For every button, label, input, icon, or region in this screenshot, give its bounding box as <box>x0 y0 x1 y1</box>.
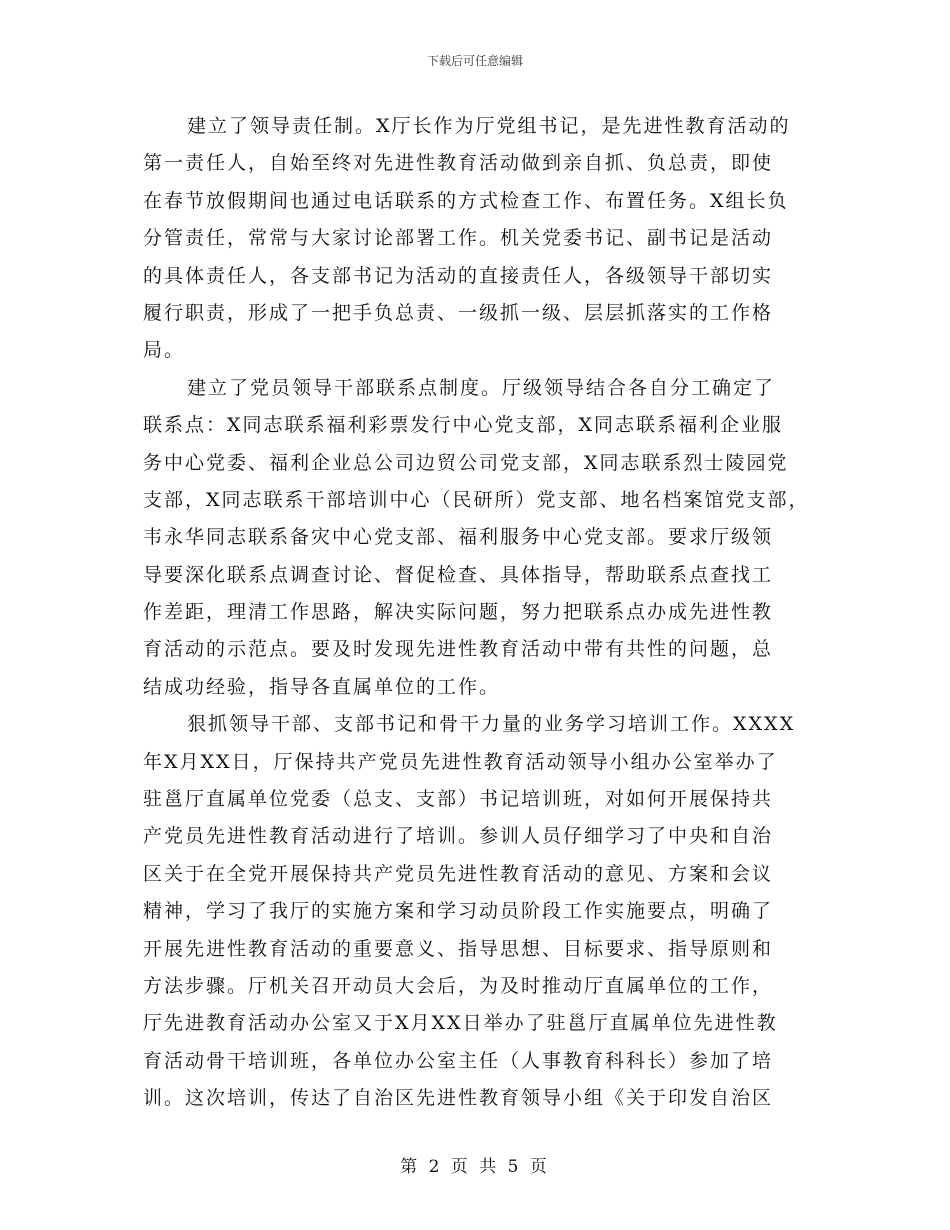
page-number: 第 2 页 共 5 页 <box>400 1157 550 1177</box>
paragraph-line: 方法步骤。厅机关召开动员大会后，为及时推动厅直属单位的工作， <box>143 974 774 997</box>
paragraph-line: 作差距，理清工作思路，解决实际问题，努力把联系点办成先进性教 <box>143 601 774 624</box>
paragraph-line: 厅先进教育活动办公室又于X月XX日举办了驻邕厅直属单位先进性教 <box>143 1012 778 1035</box>
paragraph-line: 第一责任人，自始至终对先进性教育活动做到亲自抓、负总责，即使 <box>143 152 774 175</box>
paragraph-line: 狠抓领导干部、支部书记和骨干力量的业务学习培训工作。XXXX <box>187 713 796 736</box>
paragraph-line: 开展先进性教育活动的重要意义、指导思想、目标要求、指导原则和 <box>143 937 774 960</box>
paragraph-line: 导要深化联系点调查讨论、督促检查、具体指导，帮助联系点查找工 <box>143 563 774 586</box>
paragraph-line: 务中心党委、福利企业总公司边贸公司党支部，X同志联系烈士陵园党 <box>143 451 789 474</box>
paragraph-line: 联系点：X同志联系福利彩票发行中心党支部，X同志联系福利企业服 <box>143 414 784 437</box>
page-header-note: 下载后可任意编辑 <box>426 54 523 68</box>
paragraph-line: 区关于在全党开展保持共产党员先进性教育活动的意见、方案和会议 <box>143 862 774 885</box>
paragraph-line: 驻邕厅直属单位党委（总支、支部）书记培训班，对如何开展保持共 <box>143 788 774 811</box>
paragraph-line: 履行职责，形成了一把手负总责、一级抓一级、层层抓落实的工作格 <box>143 301 774 324</box>
document-body <box>143 108 810 1118</box>
paragraph-line: 建立了领导责任制。X厅长作为厅党组书记，是先进性教育活动的 <box>187 115 791 137</box>
paragraph-line: 结成功经验，指导各直属单位的工作。 <box>143 675 501 698</box>
paragraph-line: 年X月XX日，厅保持共产党员先进性教育活动领导小组办公室举办了 <box>143 750 778 773</box>
paragraph-line: 的具体责任人，各支部书记为活动的直接责任人，各级领导干部切实 <box>143 264 774 287</box>
paragraph-line: 训。这次培训，传达了自治区先进性教育领导小组《关于印发自治区 <box>143 1087 774 1110</box>
paragraph-line: 精神，学习了我厅的实施方案和学习动员阶段工作实施要点，明确了 <box>143 900 774 923</box>
paragraph-line: 育活动的示范点。要及时发现先进性教育活动中带有共性的问题，总 <box>143 638 774 661</box>
paragraph-line: 局。 <box>143 339 186 362</box>
paragraph-line: 建立了党员领导干部联系点制度。厅级领导结合各自分工确定了 <box>187 376 776 399</box>
paragraph-line: 支部，X同志联系干部培训中心（民研所）党支部、地名档案馆党支部， <box>143 488 810 511</box>
paragraph-line: 韦永华同志联系备灾中心党支部、福利服务中心党支部。要求厅级领 <box>143 526 774 549</box>
paragraph-line: 分管责任，常常与大家讨论部署工作。机关党委书记、副书记是活动 <box>143 227 774 250</box>
paragraph-line: 育活动骨干培训班，各单位办公室主任（人事教育科科长）参加了培 <box>143 1049 774 1072</box>
paragraph-line: 在春节放假期间也通过电话联系的方式检查工作、布置任务。X组长负 <box>143 189 789 212</box>
paragraph-line: 产党员先进性教育活动进行了培训。参训人员仔细学习了中央和自治 <box>143 825 774 848</box>
